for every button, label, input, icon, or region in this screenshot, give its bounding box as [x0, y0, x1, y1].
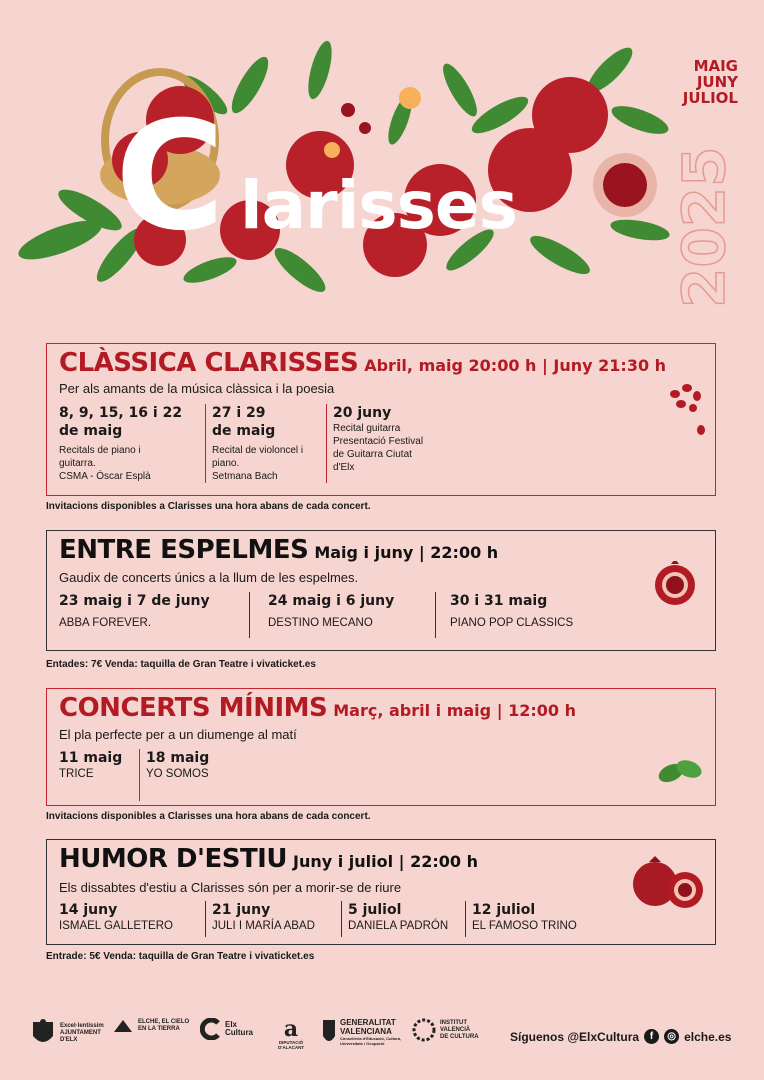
logo-text: D'ELX	[60, 1036, 78, 1043]
event-date: 5 juliol	[348, 902, 402, 918]
section-classica	[46, 343, 716, 496]
section-espelmes	[46, 530, 716, 651]
month-juny: JUNY	[696, 73, 738, 91]
section-subtitle: El pla perfecte per a un diumenge al matí	[59, 727, 297, 742]
event-date: 20 juny	[333, 405, 392, 421]
alacant-logo	[278, 1018, 304, 1050]
event-date: 23 maig i 7 de juny	[59, 593, 210, 609]
site-link[interactable]: elche.es	[684, 1029, 732, 1044]
section-title: HUMOR D'ESTIU	[59, 844, 287, 874]
logo-text: D'ALACANT	[278, 1045, 305, 1050]
section-title: ENTRE ESPELMES	[59, 535, 309, 565]
event-date: 27 i 29	[212, 405, 266, 421]
event-date-line2: de maig	[59, 423, 123, 439]
logo-text: VALENCIANA	[340, 1027, 392, 1036]
event-name: DESTINO MECANO	[268, 617, 373, 629]
month-juliol: JULIOL	[682, 89, 738, 107]
event-item	[465, 901, 605, 937]
pomegranate-seeds-icon	[665, 380, 711, 444]
logo-text: DE CULTURA	[440, 1033, 479, 1040]
section-note: Entades: 7€ Venda: taquilla de Gran Teatre i vivaticket.es	[46, 659, 316, 670]
section-title: CONCERTS MÍNIMS	[59, 693, 328, 723]
event-name: ISMAEL GALLETERO	[59, 920, 173, 932]
instagram-icon[interactable]: ◎	[664, 1029, 679, 1044]
logo-text: Cultura	[225, 1028, 253, 1037]
section-note: Entrade: 5€ Venda: taquilla de Gran Teatre i vivaticket.es	[46, 951, 315, 962]
section-subtitle: Per als amants de la música clàssica i la poesia	[59, 381, 335, 396]
event-desc: CSMA - Óscar Esplà	[59, 471, 151, 482]
logo-text: Excel·lentíssim	[60, 1022, 104, 1029]
leaves-icon	[657, 755, 705, 787]
year-outline	[650, 118, 750, 308]
event-item	[435, 592, 615, 638]
section-subtitle: Els dissabtes d'estiu a Clarisses són per a morir-se de riure	[59, 880, 402, 895]
generalitat-logo	[322, 1018, 401, 1046]
event-item	[341, 901, 465, 937]
event-name: YO SOMOS	[146, 768, 209, 780]
alacant-a-icon: a	[283, 1016, 299, 1042]
elx-cultura-icon	[200, 1018, 222, 1040]
svg-text:2025: 2025	[670, 146, 738, 308]
section-schedule: Maig i juny | 22:00 h	[314, 543, 499, 562]
brand-wordmark: larisses	[240, 167, 517, 244]
event-list	[59, 592, 615, 638]
section-minims	[46, 688, 716, 806]
event-list	[59, 749, 259, 801]
ajuntament-logo	[30, 1018, 104, 1048]
section-heading	[59, 693, 576, 723]
event-item	[326, 404, 456, 483]
event-name: DANIELA PADRÓN	[348, 920, 449, 932]
event-item	[139, 749, 259, 801]
event-date: 24 maig i 6 juny	[268, 593, 395, 609]
event-item	[59, 592, 249, 638]
social-handle[interactable]: Síguenos @ElxCultura	[510, 1029, 640, 1044]
event-desc: Setmana Bach	[212, 471, 278, 482]
event-item	[59, 749, 139, 801]
event-name: PIANO POP CLASSICS	[450, 617, 574, 629]
section-schedule: Abril, maig 20:00 h | Juny 21:30 h	[364, 356, 667, 375]
event-list	[59, 901, 605, 937]
event-desc: de Guitarra Ciutat	[333, 449, 412, 460]
event-desc: d'Elx	[333, 462, 355, 473]
event-name: ABBA FOREVER.	[59, 617, 152, 629]
social-links	[510, 1029, 731, 1044]
event-desc: guitarra.	[59, 458, 96, 469]
event-list	[59, 404, 456, 483]
section-note: Invitacions disponibles a Clarisses una hora abans de cada concert.	[46, 501, 371, 512]
event-date: 8, 9, 15, 16 i 22	[59, 405, 183, 421]
event-date: 18 maig	[146, 750, 210, 766]
section-humor	[46, 839, 716, 945]
logo-text: INSTITUT	[440, 1019, 467, 1026]
svg-text:C: C	[115, 90, 226, 264]
logo-text: Universitats i Ocupació	[340, 1041, 385, 1046]
section-schedule: Març, abril i maig | 12:00 h	[333, 701, 576, 720]
event-desc: piano.	[212, 458, 240, 469]
logo-text: EN LA TIERRA	[138, 1026, 180, 1032]
months-label	[683, 58, 738, 106]
logo-text: Conselleria d'Educació, Cultura,	[340, 1036, 402, 1041]
section-note: Invitacions disponibles a Clarisses una hora abans de cada concert.	[46, 811, 371, 822]
pomegranates-icon	[631, 856, 707, 912]
section-heading	[59, 535, 498, 565]
event-date: 30 i 31 maig	[450, 593, 548, 609]
event-date-line2: de maig	[212, 423, 276, 439]
hero-banner	[0, 0, 764, 330]
generalitat-shield-icon	[322, 1018, 336, 1046]
logo-text: AJUNTAMENT	[60, 1029, 101, 1036]
event-item	[59, 404, 205, 483]
event-date: 12 juliol	[472, 902, 536, 918]
logo-text: GENERALITAT	[340, 1018, 396, 1027]
facebook-icon[interactable]: f	[644, 1029, 659, 1044]
ivc-logo	[412, 1018, 479, 1042]
event-name: TRICE	[59, 768, 94, 780]
event-desc: Recitals de piano i	[59, 445, 141, 456]
section-title: CLÀSSICA CLARISSES	[59, 348, 359, 378]
event-item	[249, 592, 435, 638]
event-desc: Recital guitarra	[333, 423, 401, 434]
event-desc: Recital de violoncel i	[212, 445, 304, 456]
palm-icon	[112, 1018, 134, 1034]
event-item	[205, 404, 326, 483]
logo-text: DIPUTACIÓ	[278, 1040, 304, 1045]
misteri-logo	[112, 1018, 189, 1034]
event-date: 11 maig	[59, 750, 123, 766]
pomegranate-half-icon	[651, 561, 701, 607]
event-name: EL FAMOSO TRINO	[472, 920, 577, 932]
event-date: 14 juny	[59, 902, 118, 918]
elx-cultura-logo	[200, 1018, 253, 1040]
section-subtitle: Gaudix de concerts únics a la llum de les espelmes.	[59, 570, 359, 585]
ivc-icon	[412, 1018, 436, 1042]
logo-text: Elx	[225, 1020, 238, 1029]
event-item	[59, 901, 205, 937]
logo-text: VALENCIÀ	[440, 1026, 471, 1033]
event-date: 21 juny	[212, 902, 271, 918]
event-desc: Presentació Festival	[333, 436, 424, 447]
month-maig: MAIG	[693, 57, 738, 75]
logo-text: ELCHE, EL CIELO	[138, 1019, 190, 1025]
event-item	[205, 901, 341, 937]
section-schedule: Juny i juliol | 22:00 h	[292, 852, 478, 871]
section-heading	[59, 348, 666, 378]
section-heading	[59, 844, 478, 874]
event-name: JULI I MARÍA ABAD	[212, 920, 315, 932]
coat-of-arms-icon	[30, 1018, 56, 1048]
footer-logos	[0, 1010, 764, 1060]
